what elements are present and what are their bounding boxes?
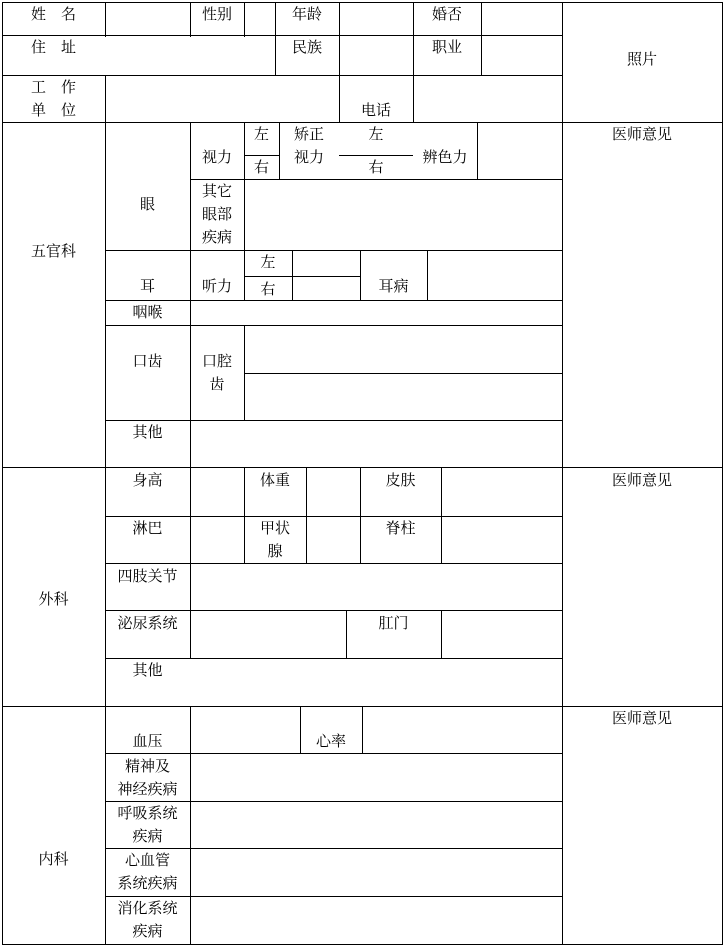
outer-border-right — [722, 2, 723, 945]
section-title-internal: 内科 — [38, 850, 69, 868]
outer-border-bottom — [2, 944, 723, 945]
label-occupation: 职业 — [431, 38, 462, 56]
grid-line — [362, 706, 363, 754]
grid-line — [441, 610, 442, 659]
label-hearing-right: 右 — [260, 280, 276, 298]
label-blood-pressure: 血压 — [132, 732, 163, 750]
label-color-vision: 辨色力 — [422, 148, 468, 166]
photo-area: 照片 — [626, 50, 657, 68]
grid-line — [481, 2, 482, 76]
label-height: 身高 — [132, 471, 163, 489]
grid-line — [2, 467, 723, 468]
grid-line — [105, 753, 563, 754]
grid-line — [244, 2, 245, 37]
label-ear: 耳 — [139, 277, 155, 295]
label-other-eye-line2: 眼部 — [201, 205, 232, 223]
label-work-unit-line2: 单 位 — [30, 101, 76, 119]
label-anus: 肛门 — [378, 614, 409, 632]
label-mouth-teeth: 口齿 — [132, 352, 163, 370]
label-urinary-system: 泌尿系统 — [117, 614, 178, 632]
grid-line — [105, 2, 106, 37]
grid-line — [105, 563, 563, 564]
label-limbs-joints: 四肢关节 — [117, 567, 178, 585]
label-thyroid-line1: 甲状 — [259, 519, 290, 537]
label-ear-disease: 耳病 — [378, 277, 409, 295]
label-neuro-line1: 精神及 — [124, 757, 170, 775]
grid-line — [105, 325, 563, 326]
label-corrected-right: 右 — [368, 158, 384, 176]
grid-line — [190, 179, 563, 180]
label-vision: 视力 — [201, 148, 232, 166]
section-title-surgery: 外科 — [38, 590, 69, 608]
label-vision-left: 左 — [253, 125, 269, 143]
label-corrected-left: 左 — [368, 125, 384, 143]
label-lymph: 淋巴 — [132, 519, 163, 537]
label-weight: 体重 — [259, 471, 290, 489]
label-hearing-left: 左 — [260, 253, 276, 271]
label-cardio-line1: 心血管 — [124, 851, 170, 869]
label-spine: 脊柱 — [385, 519, 416, 537]
label-name: 姓 名 — [30, 5, 76, 23]
label-surgery-other: 其他 — [132, 661, 163, 679]
label-work-unit-line1: 工 作 — [30, 78, 76, 96]
label-vision-right: 右 — [253, 158, 269, 176]
label-heart-rate: 心率 — [315, 732, 346, 750]
label-ent-other: 其他 — [132, 423, 163, 441]
grid-line — [244, 179, 245, 250]
label-other-eye-line3: 疾病 — [201, 228, 232, 246]
label-gender: 性别 — [201, 5, 232, 23]
label-neuro-line2: 神经疾病 — [117, 780, 178, 798]
label-age: 年龄 — [291, 5, 322, 23]
label-digestive-line2: 疾病 — [132, 922, 163, 940]
outer-border-left — [2, 2, 3, 945]
label-cardio-line2: 系统疾病 — [117, 874, 178, 892]
grid-line — [244, 373, 563, 374]
doctor-opinion-internal: 医师意见 — [611, 709, 672, 727]
label-throat: 咽喉 — [132, 303, 163, 321]
label-corrected-vision-line1: 矫正 — [293, 125, 324, 143]
label-oral-line1: 口腔 — [201, 352, 232, 370]
label-skin: 皮肤 — [385, 471, 416, 489]
grid-line — [427, 250, 428, 301]
label-digestive-line1: 消化系统 — [117, 899, 178, 917]
grid-line — [105, 75, 106, 122]
label-address: 住 址 — [30, 38, 76, 56]
label-oral-line2: 齿 — [209, 375, 225, 393]
label-ethnicity: 民族 — [291, 38, 322, 56]
section-title-ent: 五官科 — [30, 242, 76, 260]
label-thyroid-line2: 腺 — [267, 542, 283, 560]
label-eye: 眼 — [139, 195, 155, 213]
grid-line — [244, 276, 360, 277]
label-marital-status: 婚否 — [431, 5, 462, 23]
label-corrected-vision-line2: 视力 — [293, 148, 324, 166]
label-phone: 电话 — [360, 101, 391, 119]
grid-line — [477, 122, 478, 179]
grid-line — [105, 610, 563, 611]
doctor-opinion-ent: 医师意见 — [611, 125, 672, 143]
outer-border-top — [2, 2, 723, 3]
grid-line — [190, 706, 191, 945]
label-other-eye-line1: 其它 — [201, 182, 232, 200]
label-respiratory-line2: 疾病 — [132, 827, 163, 845]
doctor-opinion-surgery: 医师意见 — [611, 471, 672, 489]
label-hearing: 听力 — [201, 277, 232, 295]
label-respiratory-line1: 呼吸系统 — [117, 804, 178, 822]
grid-line — [105, 250, 563, 251]
